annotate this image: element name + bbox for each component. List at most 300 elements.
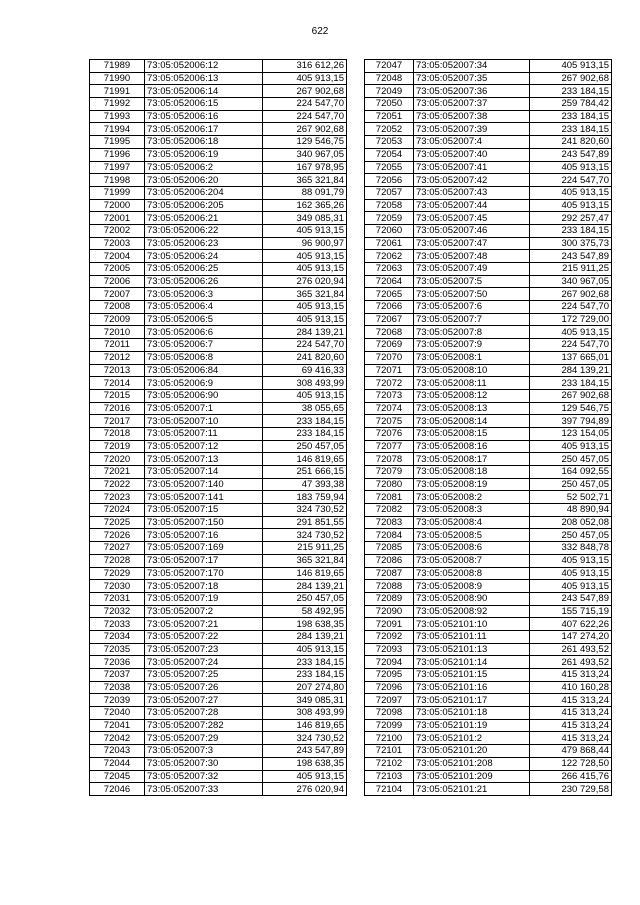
cadastral-number-cell: 73:05:052006:19 <box>145 148 263 161</box>
table-row <box>90 630 347 643</box>
value-cell: 233 184,15 <box>530 123 612 136</box>
cadastral-number-cell: 73:05:052101:14 <box>414 656 530 669</box>
table-row <box>90 516 347 529</box>
cadastral-number-cell: 73:05:052008:16 <box>414 440 530 453</box>
row-number-cell: 72014 <box>90 377 145 390</box>
row-number-cell: 72047 <box>365 60 414 73</box>
row-number-cell: 72061 <box>365 237 414 250</box>
value-cell: 291 851,55 <box>263 516 347 529</box>
cadastral-number-cell: 73:05:052007:6 <box>414 301 530 314</box>
cadastral-number-cell: 73:05:052006:90 <box>145 389 263 402</box>
cadastral-number-cell: 73:05:052007:170 <box>145 567 263 580</box>
cadastral-number-cell: 73:05:052008:92 <box>414 605 530 618</box>
cadastral-number-cell: 73:05:052007:18 <box>145 580 263 593</box>
cadastral-number-cell: 73:05:052007:169 <box>145 542 263 555</box>
row-number-cell: 72058 <box>365 199 414 212</box>
row-number-cell: 72033 <box>90 618 145 631</box>
cadastral-number-cell: 73:05:052101:18 <box>414 707 530 720</box>
row-number-cell: 72001 <box>90 212 145 225</box>
value-cell: 250 457,05 <box>530 453 612 466</box>
table-row <box>365 719 612 732</box>
cadastral-number-cell: 73:05:052007:9 <box>414 339 530 352</box>
row-number-cell: 72017 <box>90 415 145 428</box>
row-number-cell: 71991 <box>90 85 145 98</box>
value-cell: 405 913,15 <box>530 554 612 567</box>
cadastral-number-cell: 73:05:052008:7 <box>414 554 530 567</box>
table-row <box>365 136 612 149</box>
row-number-cell: 71993 <box>90 110 145 123</box>
table-row <box>365 592 612 605</box>
table-row <box>365 516 612 529</box>
table-row <box>90 580 347 593</box>
value-cell: 267 902,68 <box>530 288 612 301</box>
cadastral-number-cell: 73:05:052006:14 <box>145 85 263 98</box>
value-cell: 415 313,24 <box>530 707 612 720</box>
value-cell: 405 913,15 <box>263 389 347 402</box>
right-table-body <box>365 60 612 796</box>
row-number-cell: 72066 <box>365 301 414 314</box>
row-number-cell: 72057 <box>365 186 414 199</box>
cadastral-number-cell: 73:05:052101:11 <box>414 630 530 643</box>
row-number-cell: 72083 <box>365 516 414 529</box>
value-cell: 365 321,84 <box>263 174 347 187</box>
table-row <box>90 707 347 720</box>
cadastral-number-cell: 73:05:052008:5 <box>414 529 530 542</box>
value-cell: 415 313,24 <box>530 669 612 682</box>
row-number-cell: 72023 <box>90 491 145 504</box>
value-cell: 215 911,25 <box>263 542 347 555</box>
row-number-cell: 72095 <box>365 669 414 682</box>
cadastral-number-cell: 73:05:052006:15 <box>145 98 263 111</box>
table-row <box>90 199 347 212</box>
row-number-cell: 72067 <box>365 313 414 326</box>
row-number-cell: 72056 <box>365 174 414 187</box>
value-cell: 405 913,15 <box>263 72 347 85</box>
value-cell: 324 730,52 <box>263 732 347 745</box>
row-number-cell: 72018 <box>90 427 145 440</box>
right-register-table <box>364 59 612 796</box>
cadastral-number-cell: 73:05:052006:205 <box>145 199 263 212</box>
value-cell: 224 547,70 <box>530 174 612 187</box>
row-number-cell: 72013 <box>90 364 145 377</box>
row-number-cell: 72099 <box>365 719 414 732</box>
table-row <box>90 719 347 732</box>
table-row <box>90 770 347 783</box>
table-row <box>365 85 612 98</box>
cadastral-number-cell: 73:05:052007:11 <box>145 427 263 440</box>
row-number-cell: 72086 <box>365 554 414 567</box>
table-row <box>365 580 612 593</box>
table-row <box>90 504 347 517</box>
value-cell: 38 055,65 <box>263 402 347 415</box>
value-cell: 479 868,44 <box>530 745 612 758</box>
cadastral-number-cell: 73:05:052007:140 <box>145 478 263 491</box>
table-row <box>365 757 612 770</box>
table-row <box>365 542 612 555</box>
table-row <box>90 237 347 250</box>
cadastral-number-cell: 73:05:052007:47 <box>414 237 530 250</box>
value-cell: 88 091,79 <box>263 186 347 199</box>
table-row <box>90 85 347 98</box>
table-row <box>90 656 347 669</box>
table-row <box>365 212 612 225</box>
table-row <box>365 174 612 187</box>
cadastral-number-cell: 73:05:052101:10 <box>414 618 530 631</box>
row-number-cell: 72045 <box>90 770 145 783</box>
table-row <box>365 427 612 440</box>
value-cell: 316 612,26 <box>263 60 347 73</box>
table-row <box>90 174 347 187</box>
cadastral-number-cell: 73:05:052007:40 <box>414 148 530 161</box>
cadastral-number-cell: 73:05:052006:24 <box>145 250 263 263</box>
row-number-cell: 72060 <box>365 224 414 237</box>
value-cell: 397 794,89 <box>530 415 612 428</box>
value-cell: 243 547,89 <box>530 592 612 605</box>
cadastral-number-cell: 73:05:052006:9 <box>145 377 263 390</box>
value-cell: 415 313,24 <box>530 719 612 732</box>
value-cell: 267 902,68 <box>530 72 612 85</box>
cadastral-number-cell: 73:05:052006:18 <box>145 136 263 149</box>
row-number-cell: 72006 <box>90 275 145 288</box>
table-row <box>90 351 347 364</box>
cadastral-number-cell: 73:05:052101:15 <box>414 669 530 682</box>
value-cell: 233 184,15 <box>263 415 347 428</box>
row-number-cell: 72020 <box>90 453 145 466</box>
row-number-cell: 72093 <box>365 643 414 656</box>
value-cell: 47 393,38 <box>263 478 347 491</box>
row-number-cell: 72051 <box>365 110 414 123</box>
table-row <box>90 250 347 263</box>
table-row <box>90 783 347 796</box>
value-cell: 324 730,52 <box>263 504 347 517</box>
cadastral-number-cell: 73:05:052101:19 <box>414 719 530 732</box>
row-number-cell: 72015 <box>90 389 145 402</box>
table-row <box>365 605 612 618</box>
row-number-cell: 72030 <box>90 580 145 593</box>
value-cell: 276 020,94 <box>263 783 347 796</box>
table-row <box>365 567 612 580</box>
table-row <box>90 212 347 225</box>
table-row <box>365 263 612 276</box>
cadastral-number-cell: 73:05:052006:20 <box>145 174 263 187</box>
table-row <box>90 313 347 326</box>
table-row <box>90 745 347 758</box>
value-cell: 267 902,68 <box>530 389 612 402</box>
row-number-cell: 72043 <box>90 745 145 758</box>
value-cell: 224 547,70 <box>263 110 347 123</box>
row-number-cell: 72089 <box>365 592 414 605</box>
value-cell: 308 493,99 <box>263 377 347 390</box>
row-number-cell: 72092 <box>365 630 414 643</box>
table-row <box>90 377 347 390</box>
table-row <box>90 136 347 149</box>
row-number-cell: 72084 <box>365 529 414 542</box>
value-cell: 224 547,70 <box>530 339 612 352</box>
cadastral-number-cell: 73:05:052006:25 <box>145 263 263 276</box>
row-number-cell: 72063 <box>365 263 414 276</box>
value-cell: 230 729,58 <box>530 783 612 796</box>
cadastral-number-cell: 73:05:052008:3 <box>414 504 530 517</box>
value-cell: 259 784,42 <box>530 98 612 111</box>
value-cell: 146 819,65 <box>263 719 347 732</box>
table-row <box>365 745 612 758</box>
row-number-cell: 72077 <box>365 440 414 453</box>
cadastral-number-cell: 73:05:052006:3 <box>145 288 263 301</box>
cadastral-number-cell: 73:05:052007:29 <box>145 732 263 745</box>
cadastral-number-cell: 73:05:052007:282 <box>145 719 263 732</box>
row-number-cell: 72003 <box>90 237 145 250</box>
value-cell: 405 913,15 <box>530 186 612 199</box>
cadastral-number-cell: 73:05:052006:204 <box>145 186 263 199</box>
cadastral-number-cell: 73:05:052007:35 <box>414 72 530 85</box>
value-cell: 405 913,15 <box>263 770 347 783</box>
cadastral-number-cell: 73:05:052007:30 <box>145 757 263 770</box>
value-cell: 162 365,26 <box>263 199 347 212</box>
table-row <box>365 339 612 352</box>
table-row <box>365 529 612 542</box>
value-cell: 250 457,05 <box>530 529 612 542</box>
row-number-cell: 72103 <box>365 770 414 783</box>
row-number-cell: 72087 <box>365 567 414 580</box>
cadastral-number-cell: 73:05:052006:2 <box>145 161 263 174</box>
value-cell: 405 913,15 <box>530 161 612 174</box>
value-cell: 52 502,71 <box>530 491 612 504</box>
cadastral-number-cell: 73:05:052101:17 <box>414 694 530 707</box>
value-cell: 349 085,31 <box>263 694 347 707</box>
cadastral-number-cell: 73:05:052006:13 <box>145 72 263 85</box>
cadastral-number-cell: 73:05:052007:27 <box>145 694 263 707</box>
cadastral-number-cell: 73:05:052007:50 <box>414 288 530 301</box>
row-number-cell: 72073 <box>365 389 414 402</box>
value-cell: 123 154,05 <box>530 427 612 440</box>
cadastral-number-cell: 73:05:052007:38 <box>414 110 530 123</box>
cadastral-number-cell: 73:05:052007:141 <box>145 491 263 504</box>
table-row <box>90 161 347 174</box>
table-row <box>365 301 612 314</box>
cadastral-number-cell: 73:05:052008:4 <box>414 516 530 529</box>
value-cell: 340 967,05 <box>263 148 347 161</box>
cadastral-number-cell: 73:05:052007:48 <box>414 250 530 263</box>
table-row <box>90 669 347 682</box>
row-number-cell: 72002 <box>90 224 145 237</box>
table-row <box>365 199 612 212</box>
value-cell: 405 913,15 <box>263 313 347 326</box>
row-number-cell: 72055 <box>365 161 414 174</box>
row-number-cell: 72071 <box>365 364 414 377</box>
row-number-cell: 72059 <box>365 212 414 225</box>
cadastral-number-cell: 73:05:052007:23 <box>145 643 263 656</box>
value-cell: 405 913,15 <box>263 301 347 314</box>
value-cell: 284 139,21 <box>530 364 612 377</box>
table-row <box>365 326 612 339</box>
row-number-cell: 72064 <box>365 275 414 288</box>
row-number-cell: 72039 <box>90 694 145 707</box>
cadastral-number-cell: 73:05:052101:209 <box>414 770 530 783</box>
table-row <box>365 389 612 402</box>
row-number-cell: 72074 <box>365 402 414 415</box>
value-cell: 405 913,15 <box>530 199 612 212</box>
table-row <box>365 351 612 364</box>
value-cell: 308 493,99 <box>263 707 347 720</box>
table-row <box>90 326 347 339</box>
row-number-cell: 72012 <box>90 351 145 364</box>
table-row <box>90 427 347 440</box>
row-number-cell: 72085 <box>365 542 414 555</box>
row-number-cell: 72062 <box>365 250 414 263</box>
table-row <box>365 237 612 250</box>
table-row <box>365 694 612 707</box>
row-number-cell: 71997 <box>90 161 145 174</box>
table-row <box>90 732 347 745</box>
cadastral-number-cell: 73:05:052008:8 <box>414 567 530 580</box>
table-row <box>90 389 347 402</box>
row-number-cell: 72034 <box>90 630 145 643</box>
table-row <box>365 60 612 73</box>
table-row <box>90 110 347 123</box>
cadastral-number-cell: 73:05:052007:19 <box>145 592 263 605</box>
value-cell: 365 321,84 <box>263 554 347 567</box>
table-row <box>365 630 612 643</box>
value-cell: 405 913,15 <box>530 567 612 580</box>
row-number-cell: 72091 <box>365 618 414 631</box>
value-cell: 243 547,89 <box>530 250 612 263</box>
table-row <box>90 466 347 479</box>
cadastral-number-cell: 73:05:052007:36 <box>414 85 530 98</box>
cadastral-number-cell: 73:05:052101:13 <box>414 643 530 656</box>
row-number-cell: 72070 <box>365 351 414 364</box>
cadastral-number-cell: 73:05:052007:43 <box>414 186 530 199</box>
cadastral-number-cell: 73:05:052007:34 <box>414 60 530 73</box>
cadastral-number-cell: 73:05:052006:8 <box>145 351 263 364</box>
value-cell: 58 492,95 <box>263 605 347 618</box>
row-number-cell: 72079 <box>365 466 414 479</box>
value-cell: 183 759,94 <box>263 491 347 504</box>
row-number-cell: 72028 <box>90 554 145 567</box>
value-cell: 233 184,15 <box>530 377 612 390</box>
value-cell: 415 313,24 <box>530 694 612 707</box>
value-cell: 284 139,21 <box>263 326 347 339</box>
value-cell: 233 184,15 <box>530 85 612 98</box>
value-cell: 48 890,94 <box>530 504 612 517</box>
cadastral-number-cell: 73:05:052008:18 <box>414 466 530 479</box>
row-number-cell: 72096 <box>365 681 414 694</box>
cadastral-number-cell: 73:05:052007:24 <box>145 656 263 669</box>
cadastral-number-cell: 73:05:052101:208 <box>414 757 530 770</box>
table-row <box>365 504 612 517</box>
table-row <box>365 491 612 504</box>
table-row <box>365 364 612 377</box>
cadastral-number-cell: 73:05:052007:10 <box>145 415 263 428</box>
row-number-cell: 72088 <box>365 580 414 593</box>
table-row <box>365 72 612 85</box>
table-row <box>90 301 347 314</box>
table-row <box>90 364 347 377</box>
value-cell: 340 967,05 <box>530 275 612 288</box>
value-cell: 167 978,95 <box>263 161 347 174</box>
value-cell: 233 184,15 <box>530 110 612 123</box>
cadastral-number-cell: 73:05:052007:37 <box>414 98 530 111</box>
table-row <box>90 60 347 73</box>
row-number-cell: 72104 <box>365 783 414 796</box>
row-number-cell: 72090 <box>365 605 414 618</box>
row-number-cell: 71990 <box>90 72 145 85</box>
value-cell: 241 820,60 <box>530 136 612 149</box>
table-row <box>365 656 612 669</box>
cadastral-number-cell: 73:05:052006:21 <box>145 212 263 225</box>
cadastral-number-cell: 73:05:052007:7 <box>414 313 530 326</box>
cadastral-number-cell: 73:05:052007:28 <box>145 707 263 720</box>
value-cell: 146 819,65 <box>263 567 347 580</box>
row-number-cell: 72027 <box>90 542 145 555</box>
cadastral-number-cell: 73:05:052006:23 <box>145 237 263 250</box>
row-number-cell: 72094 <box>365 656 414 669</box>
table-row <box>90 681 347 694</box>
page-number: 622 <box>311 26 329 37</box>
table-row <box>365 313 612 326</box>
value-cell: 224 547,70 <box>263 339 347 352</box>
cadastral-number-cell: 73:05:052007:5 <box>414 275 530 288</box>
cadastral-number-cell: 73:05:052101:16 <box>414 681 530 694</box>
value-cell: 250 457,05 <box>530 478 612 491</box>
value-cell: 349 085,31 <box>263 212 347 225</box>
row-number-cell: 72097 <box>365 694 414 707</box>
cadastral-number-cell: 73:05:052008:19 <box>414 478 530 491</box>
value-cell: 405 913,15 <box>530 60 612 73</box>
table-row <box>90 402 347 415</box>
row-number-cell: 72011 <box>90 339 145 352</box>
cadastral-number-cell: 73:05:052008:10 <box>414 364 530 377</box>
row-number-cell: 72042 <box>90 732 145 745</box>
value-cell: 266 415,76 <box>530 770 612 783</box>
table-row <box>365 643 612 656</box>
cadastral-number-cell: 73:05:052007:45 <box>414 212 530 225</box>
value-cell: 122 728,50 <box>530 757 612 770</box>
cadastral-number-cell: 73:05:052006:4 <box>145 301 263 314</box>
value-cell: 405 913,15 <box>263 263 347 276</box>
cadastral-number-cell: 73:05:052101:20 <box>414 745 530 758</box>
row-number-cell: 72041 <box>90 719 145 732</box>
table-row <box>365 402 612 415</box>
row-number-cell: 72072 <box>365 377 414 390</box>
cadastral-number-cell: 73:05:052007:42 <box>414 174 530 187</box>
table-row <box>365 478 612 491</box>
table-row <box>90 440 347 453</box>
value-cell: 250 457,05 <box>263 440 347 453</box>
row-number-cell: 72010 <box>90 326 145 339</box>
table-row <box>365 98 612 111</box>
value-cell: 250 457,05 <box>263 592 347 605</box>
cadastral-number-cell: 73:05:052008:6 <box>414 542 530 555</box>
row-number-cell: 71989 <box>90 60 145 73</box>
value-cell: 261 493,52 <box>530 656 612 669</box>
table-row <box>365 186 612 199</box>
row-number-cell: 72038 <box>90 681 145 694</box>
cadastral-number-cell: 73:05:052007:8 <box>414 326 530 339</box>
row-number-cell: 72101 <box>365 745 414 758</box>
table-row <box>365 440 612 453</box>
cadastral-number-cell: 73:05:052007:14 <box>145 466 263 479</box>
row-number-cell: 72081 <box>365 491 414 504</box>
cadastral-number-cell: 73:05:052006:6 <box>145 326 263 339</box>
row-number-cell: 72000 <box>90 199 145 212</box>
value-cell: 251 666,15 <box>263 466 347 479</box>
row-number-cell: 72026 <box>90 529 145 542</box>
row-number-cell: 72044 <box>90 757 145 770</box>
row-number-cell: 72032 <box>90 605 145 618</box>
table-row <box>365 554 612 567</box>
value-cell: 215 911,25 <box>530 263 612 276</box>
row-number-cell: 72022 <box>90 478 145 491</box>
